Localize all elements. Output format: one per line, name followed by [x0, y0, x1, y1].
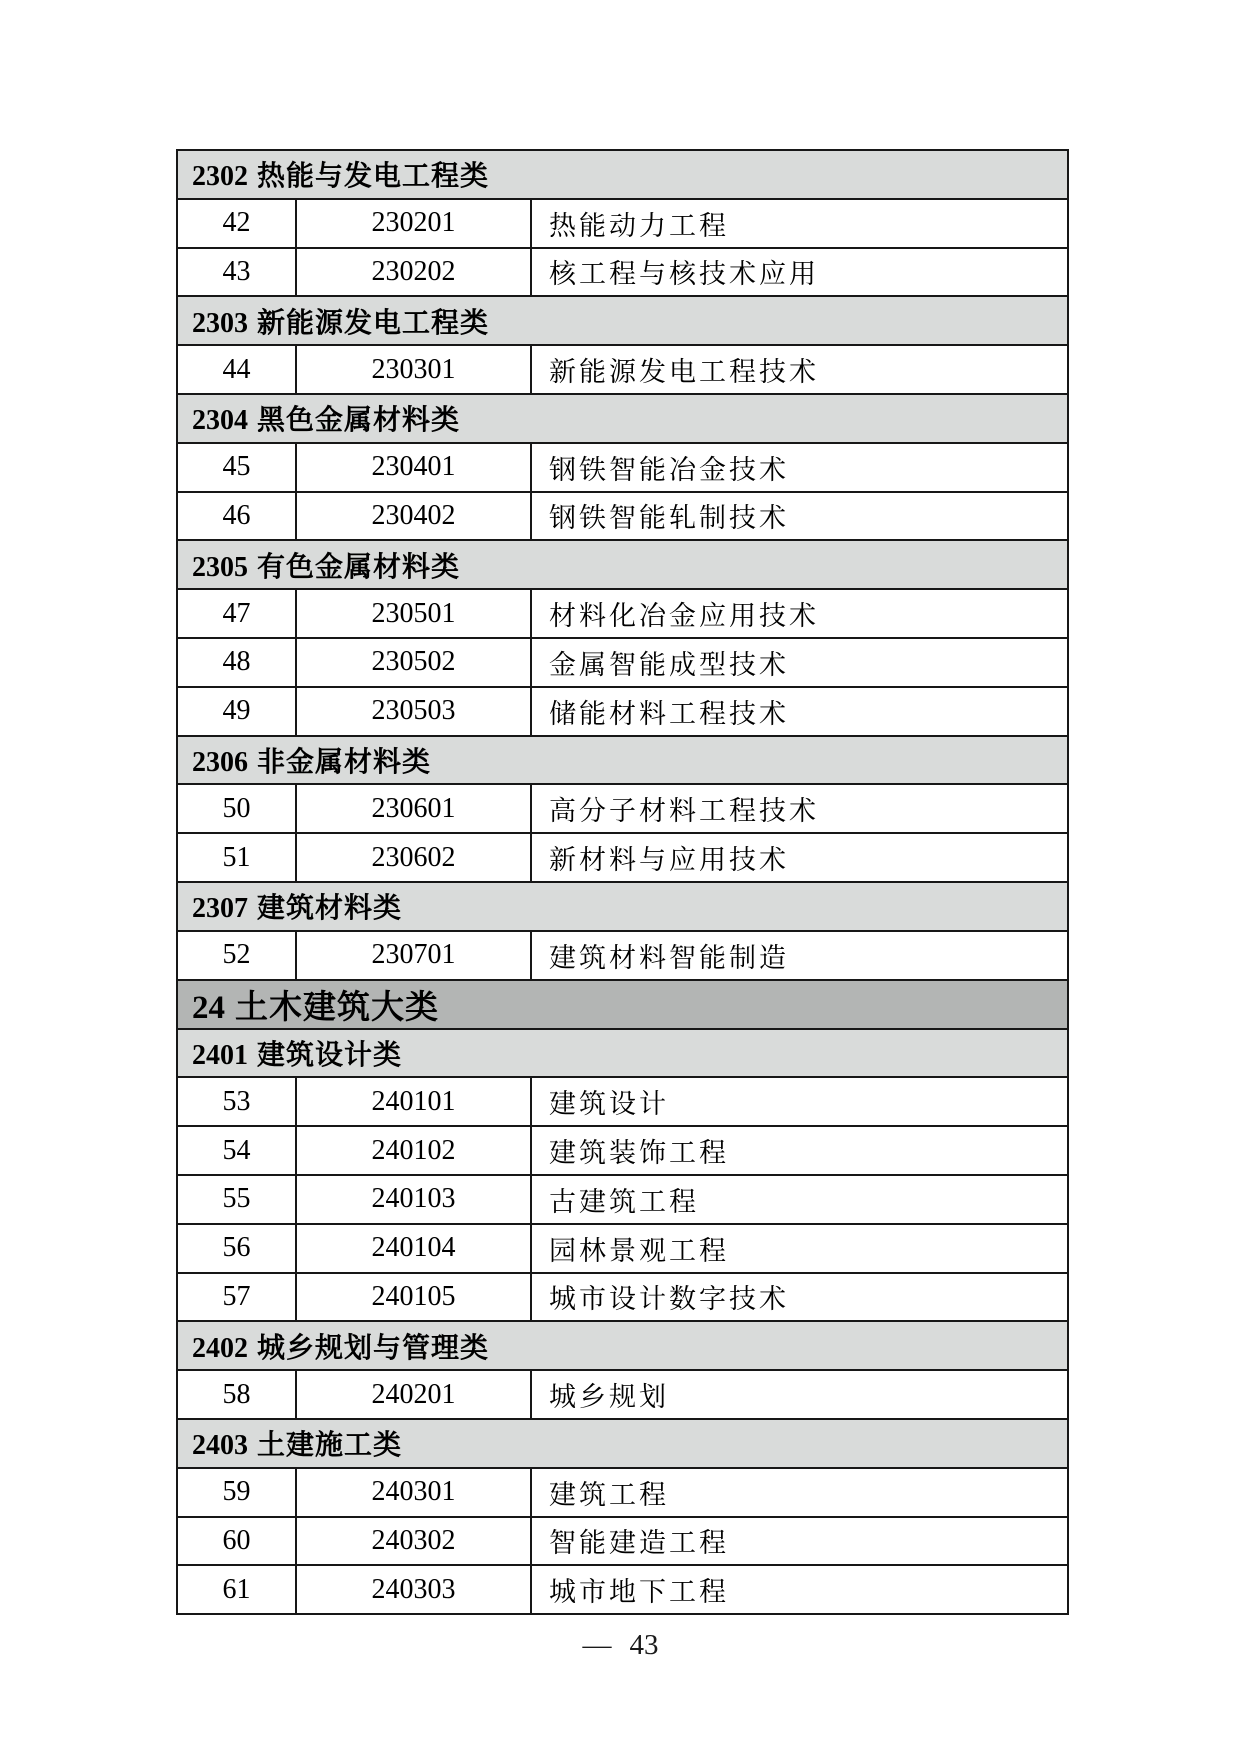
- major-name-cell: 储能材料工程技术: [531, 687, 1068, 736]
- header-code: 24: [192, 989, 225, 1026]
- category-header-cell: [177, 394, 1068, 443]
- major-name-cell: 城市地下工程: [531, 1565, 1068, 1614]
- seq-cell: 59: [177, 1468, 296, 1517]
- header-code: 2306: [192, 746, 248, 778]
- header-code: 2303: [192, 307, 248, 339]
- header-title: 城乡规划与管理类: [257, 1332, 490, 1364]
- category-header-row: [177, 1029, 1068, 1078]
- seq-cell: 47: [177, 589, 296, 638]
- table-row: [177, 345, 1068, 394]
- category-header-row: [177, 882, 1068, 931]
- code-cell: 230701: [296, 931, 531, 980]
- seq-cell: 42: [177, 199, 296, 248]
- code-cell: 230501: [296, 589, 531, 638]
- code-cell: 230502: [296, 638, 531, 687]
- seq-cell: 53: [177, 1077, 296, 1126]
- category-header-row: [177, 394, 1068, 443]
- table-row: [177, 1517, 1068, 1566]
- category-header-row: [177, 1419, 1068, 1468]
- major-name-cell: 智能建造工程: [531, 1517, 1068, 1566]
- header-code: 2304: [192, 405, 248, 437]
- code-cell: 240105: [296, 1273, 531, 1322]
- major-name-cell: 园林景观工程: [531, 1224, 1068, 1273]
- category-header-cell: [177, 736, 1068, 785]
- seq-cell: 48: [177, 638, 296, 687]
- table-row: [177, 1077, 1068, 1126]
- code-cell: 230202: [296, 248, 531, 297]
- category-header-cell: [177, 540, 1068, 589]
- table-row: [177, 443, 1068, 492]
- major-name-cell: 钢铁智能冶金技术: [531, 443, 1068, 492]
- category-header-cell: [177, 150, 1068, 199]
- code-cell: 230201: [296, 199, 531, 248]
- header-code: 2401: [192, 1039, 248, 1071]
- header-title: 热能与发电工程类: [257, 161, 490, 193]
- table-row: [177, 589, 1068, 638]
- header-title: 建筑材料类: [257, 893, 403, 925]
- header-code: 2302: [192, 161, 248, 193]
- seq-cell: 44: [177, 345, 296, 394]
- table-row: [177, 1370, 1068, 1419]
- table-row: [177, 931, 1068, 980]
- category-header-row: [177, 736, 1068, 785]
- table-row: [177, 1175, 1068, 1224]
- group-header-row: [177, 980, 1068, 1029]
- category-header-row: [177, 1321, 1068, 1370]
- major-name-cell: 热能动力工程: [531, 199, 1068, 248]
- category-header-cell: [177, 1029, 1068, 1078]
- major-name-cell: 新能源发电工程技术: [531, 345, 1068, 394]
- table-row: [177, 833, 1068, 882]
- table-row: [177, 492, 1068, 541]
- category-header-cell: [177, 882, 1068, 931]
- code-cell: 230401: [296, 443, 531, 492]
- table-row: [177, 784, 1068, 833]
- catalog-table-body: [177, 150, 1068, 1614]
- major-name-cell: 新材料与应用技术: [531, 833, 1068, 882]
- seq-cell: 56: [177, 1224, 296, 1273]
- table-row: [177, 638, 1068, 687]
- major-name-cell: 建筑工程: [531, 1468, 1068, 1517]
- header-code: 2305: [192, 551, 248, 583]
- table-row: [177, 1224, 1068, 1273]
- code-cell: 230503: [296, 687, 531, 736]
- seq-cell: 54: [177, 1126, 296, 1175]
- major-name-cell: 建筑设计: [531, 1077, 1068, 1126]
- category-header-cell: [177, 1321, 1068, 1370]
- category-header-row: [177, 150, 1068, 199]
- header-title: 建筑设计类: [257, 1039, 403, 1071]
- seq-cell: 50: [177, 784, 296, 833]
- code-cell: 240201: [296, 1370, 531, 1419]
- table-row: [177, 1273, 1068, 1322]
- header-title: 有色金属材料类: [257, 551, 461, 583]
- seq-cell: 49: [177, 687, 296, 736]
- major-name-cell: 城乡规划: [531, 1370, 1068, 1419]
- header-code: 2402: [192, 1332, 248, 1364]
- code-cell: 240104: [296, 1224, 531, 1273]
- seq-cell: 43: [177, 248, 296, 297]
- major-name-cell: 材料化冶金应用技术: [531, 589, 1068, 638]
- major-catalog-table: [176, 149, 1069, 1615]
- group-header-cell: [177, 980, 1068, 1029]
- table-row: [177, 199, 1068, 248]
- category-header-row: [177, 296, 1068, 345]
- header-title: 土建施工类: [257, 1430, 403, 1462]
- major-name-cell: 核工程与核技术应用: [531, 248, 1068, 297]
- seq-cell: 57: [177, 1273, 296, 1322]
- seq-cell: 61: [177, 1565, 296, 1614]
- major-name-cell: 金属智能成型技术: [531, 638, 1068, 687]
- seq-cell: 45: [177, 443, 296, 492]
- code-cell: 230301: [296, 345, 531, 394]
- seq-cell: 46: [177, 492, 296, 541]
- table-row: [177, 1565, 1068, 1614]
- header-title: 土木建筑大类: [235, 987, 439, 1025]
- header-code: 2307: [192, 893, 248, 925]
- table-row: [177, 1468, 1068, 1517]
- major-name-cell: 高分子材料工程技术: [531, 784, 1068, 833]
- seq-cell: 52: [177, 931, 296, 980]
- code-cell: 230601: [296, 784, 531, 833]
- major-name-cell: 建筑装饰工程: [531, 1126, 1068, 1175]
- code-cell: 240103: [296, 1175, 531, 1224]
- code-cell: 240102: [296, 1126, 531, 1175]
- code-cell: 230402: [296, 492, 531, 541]
- header-code: 2403: [192, 1430, 248, 1462]
- header-title: 非金属材料类: [257, 746, 432, 778]
- code-cell: 240302: [296, 1517, 531, 1566]
- seq-cell: 58: [177, 1370, 296, 1419]
- code-cell: 240301: [296, 1468, 531, 1517]
- category-header-cell: [177, 1419, 1068, 1468]
- footer-dash: —: [582, 1629, 612, 1661]
- major-name-cell: 城市设计数字技术: [531, 1273, 1068, 1322]
- page-footer: [0, 1629, 1241, 1662]
- table-row: [177, 248, 1068, 297]
- seq-cell: 55: [177, 1175, 296, 1224]
- code-cell: 240101: [296, 1077, 531, 1126]
- seq-cell: 51: [177, 833, 296, 882]
- header-title: 黑色金属材料类: [257, 405, 461, 437]
- major-name-cell: 钢铁智能轧制技术: [531, 492, 1068, 541]
- major-name-cell: 古建筑工程: [531, 1175, 1068, 1224]
- page-number: 43: [629, 1629, 659, 1661]
- category-header-row: [177, 540, 1068, 589]
- code-cell: 240303: [296, 1565, 531, 1614]
- table-row: [177, 1126, 1068, 1175]
- seq-cell: 60: [177, 1517, 296, 1566]
- table-row: [177, 687, 1068, 736]
- header-title: 新能源发电工程类: [257, 307, 490, 339]
- code-cell: 230602: [296, 833, 531, 882]
- major-name-cell: 建筑材料智能制造: [531, 931, 1068, 980]
- category-header-cell: [177, 296, 1068, 345]
